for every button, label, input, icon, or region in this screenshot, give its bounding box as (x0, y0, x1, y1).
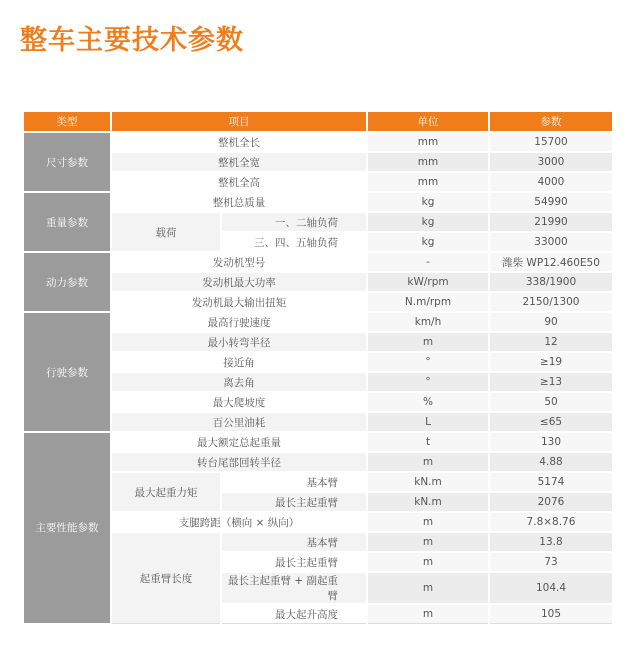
unit-cell: L (367, 412, 489, 432)
category-power: 动力参数 (23, 252, 111, 312)
value-cell: 104.4 (489, 572, 613, 604)
category-performance: 主要性能参数 (23, 432, 111, 624)
item-cell: 三、四、五轴负荷 (221, 232, 367, 252)
unit-cell: % (367, 392, 489, 412)
category-size: 尺寸参数 (23, 132, 111, 192)
table-row (23, 512, 613, 532)
item-cell: 基本臂 (221, 532, 367, 552)
value-cell: 7.8×8.76 (489, 512, 613, 532)
table-row (23, 172, 613, 192)
table-row (23, 352, 613, 372)
unit-cell: kg (367, 192, 489, 212)
table-row (23, 212, 613, 232)
category-travel: 行驶参数 (23, 312, 111, 432)
header-unit: 单位 (367, 111, 489, 132)
header-category: 类型 (23, 111, 111, 132)
table-row (23, 192, 613, 212)
item-cell: 一、二轴负荷 (221, 212, 367, 232)
table-row (23, 152, 613, 172)
item-cell: 最长主起重臂 (221, 492, 367, 512)
item-cell: 转台尾部回转半径 (111, 452, 367, 472)
value-cell: 90 (489, 312, 613, 332)
item-cell: 最长主起重臂 + 副起重臂 (221, 572, 367, 604)
item-cell: 接近角 (111, 352, 367, 372)
unit-cell: mm (367, 132, 489, 152)
table-row (23, 532, 613, 552)
table-header-row (23, 111, 613, 132)
header-value: 参数 (489, 111, 613, 132)
table-row (23, 372, 613, 392)
table-row (23, 472, 613, 492)
unit-cell: kg (367, 212, 489, 232)
spec-table (22, 110, 614, 625)
table-row (23, 392, 613, 412)
value-cell: ≥19 (489, 352, 613, 372)
value-cell: 12 (489, 332, 613, 352)
item-cell: 最小转弯半径 (111, 332, 367, 352)
value-cell: 15700 (489, 132, 613, 152)
item-cell: 整机全长 (111, 132, 367, 152)
item-cell: 最大起升高度 (221, 604, 367, 624)
table-row (23, 272, 613, 292)
unit-cell: kN.m (367, 492, 489, 512)
page-title: 整车主要技术参数 (20, 25, 244, 56)
value-cell: ≤65 (489, 412, 613, 432)
table-row (23, 412, 613, 432)
table-row (23, 312, 613, 332)
subgroup-max-moment: 最大起重力矩 (111, 472, 221, 512)
item-cell: 百公里油耗 (111, 412, 367, 432)
unit-cell: m (367, 552, 489, 572)
value-cell: 3000 (489, 152, 613, 172)
value-cell: 2150/1300 (489, 292, 613, 312)
item-cell: 发动机最大输出扭矩 (111, 292, 367, 312)
unit-cell: ° (367, 372, 489, 392)
unit-cell: - (367, 252, 489, 272)
unit-cell: kN.m (367, 472, 489, 492)
item-cell: 最高行驶速度 (111, 312, 367, 332)
value-cell: 54990 (489, 192, 613, 212)
value-cell: 73 (489, 552, 613, 572)
unit-cell: mm (367, 152, 489, 172)
value-cell: 4000 (489, 172, 613, 192)
unit-cell: m (367, 512, 489, 532)
value-cell: ≥13 (489, 372, 613, 392)
item-cell: 发动机型号 (111, 252, 367, 272)
table-row (23, 332, 613, 352)
unit-cell: ° (367, 352, 489, 372)
value-cell: 5174 (489, 472, 613, 492)
value-cell: 13.8 (489, 532, 613, 552)
unit-cell: kg (367, 232, 489, 252)
table-row (23, 132, 613, 152)
item-cell: 最长主起重臂 (221, 552, 367, 572)
item-cell: 整机全宽 (111, 152, 367, 172)
unit-cell: km/h (367, 312, 489, 332)
unit-cell: m (367, 572, 489, 604)
value-cell: 潍柴 WP12.460E50 (489, 252, 613, 272)
item-cell: 离去角 (111, 372, 367, 392)
item-cell: 基本臂 (221, 472, 367, 492)
item-cell: 最大爬坡度 (111, 392, 367, 412)
unit-cell: m (367, 452, 489, 472)
category-weight: 重量参数 (23, 192, 111, 252)
unit-cell: m (367, 604, 489, 624)
table-row (23, 452, 613, 472)
item-cell: 整机总质量 (111, 192, 367, 212)
unit-cell: N.m/rpm (367, 292, 489, 312)
item-cell: 发动机最大功率 (111, 272, 367, 292)
unit-cell: kW/rpm (367, 272, 489, 292)
unit-cell: m (367, 332, 489, 352)
subgroup-boom-length: 起重臂长度 (111, 532, 221, 624)
header-item: 项目 (111, 111, 367, 132)
item-cell: 整机全高 (111, 172, 367, 192)
unit-cell: t (367, 432, 489, 452)
table-row (23, 252, 613, 272)
value-cell: 338/1900 (489, 272, 613, 292)
value-cell: 2076 (489, 492, 613, 512)
item-cell: 支腿跨距（横向 × 纵向） (111, 512, 367, 532)
subgroup-load: 载荷 (111, 212, 221, 252)
value-cell: 105 (489, 604, 613, 624)
value-cell: 4.88 (489, 452, 613, 472)
unit-cell: mm (367, 172, 489, 192)
table-row (23, 432, 613, 452)
table-row (23, 292, 613, 312)
value-cell: 21990 (489, 212, 613, 232)
item-cell: 最大额定总起重量 (111, 432, 367, 452)
value-cell: 130 (489, 432, 613, 452)
value-cell: 33000 (489, 232, 613, 252)
unit-cell: m (367, 532, 489, 552)
value-cell: 50 (489, 392, 613, 412)
